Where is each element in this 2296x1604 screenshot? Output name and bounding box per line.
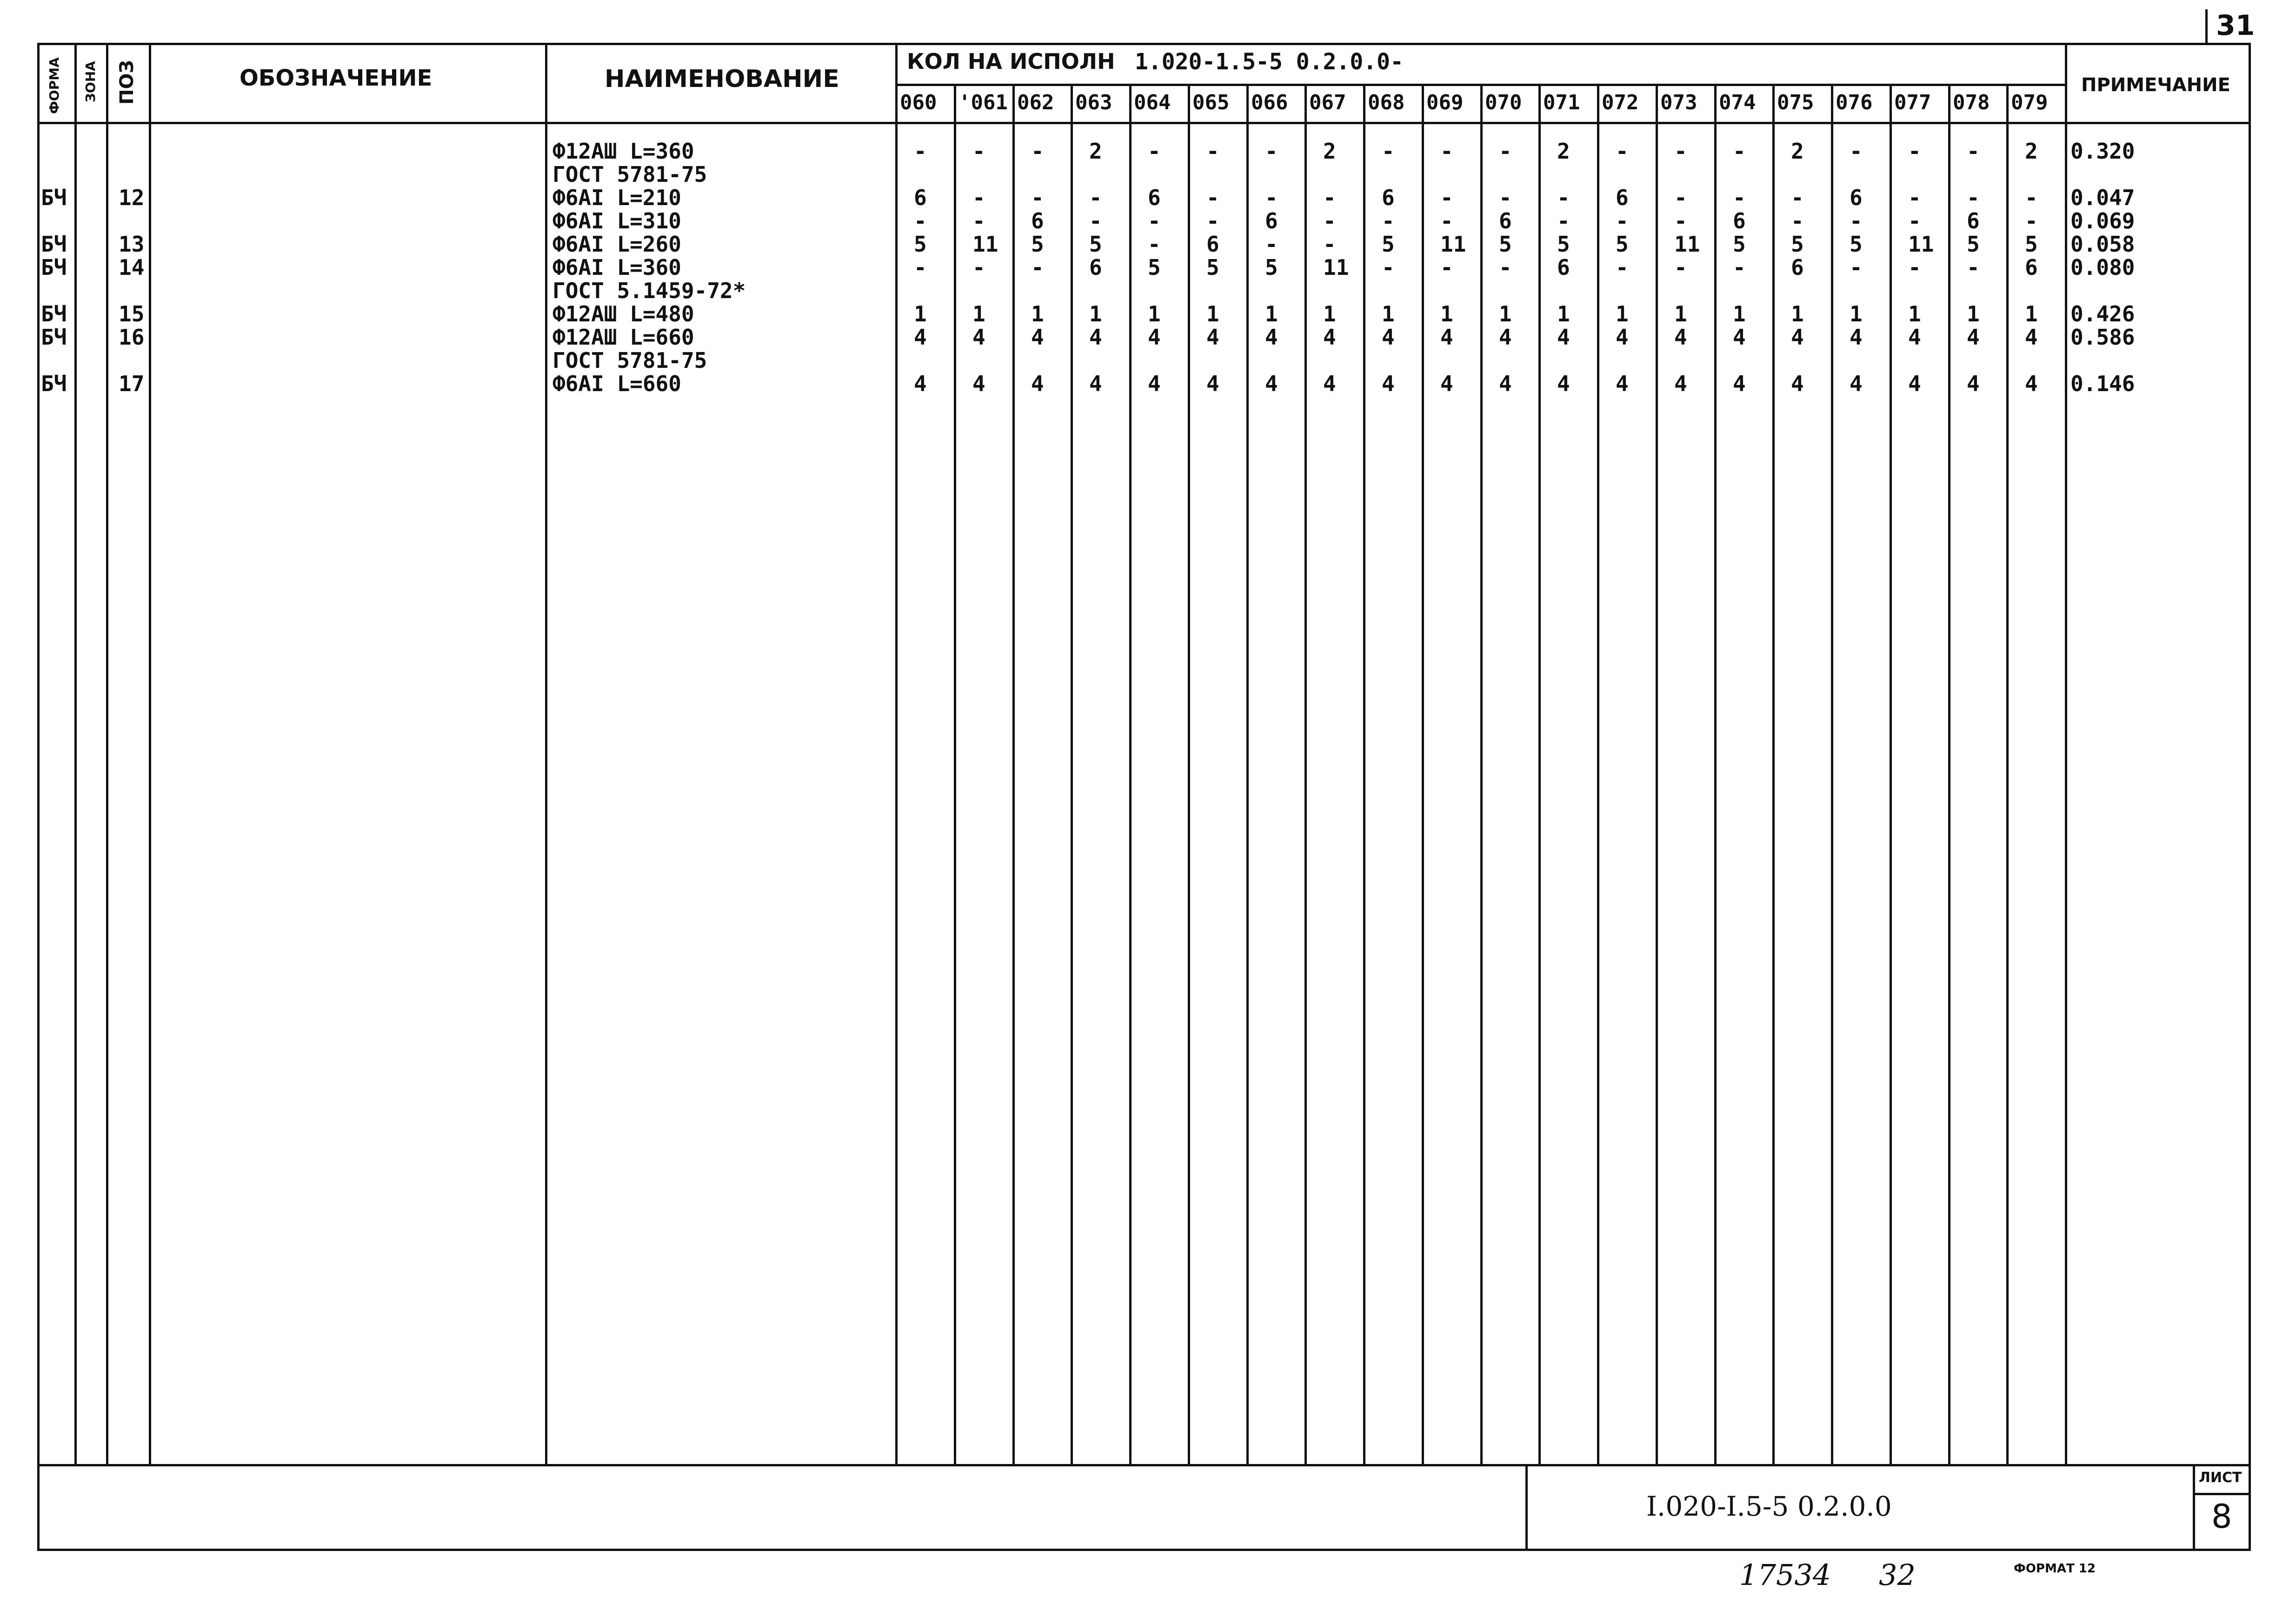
row-value: -	[1791, 185, 1804, 210]
row-name: Ф12АШ L=480	[552, 301, 694, 326]
row-forma: БЧ	[41, 371, 67, 396]
variant-col-line	[1188, 84, 1190, 1465]
row-value: -	[1323, 185, 1336, 210]
variant-header-5: 065	[1192, 91, 1230, 114]
row-value: 4	[1557, 371, 1570, 396]
header-primechanie: ПРИМЕЧАНИЕ	[2081, 74, 2230, 96]
row-value: 5	[1733, 232, 1746, 257]
variant-col-line	[1538, 84, 1541, 1465]
sheet-corner-number: 31	[2216, 9, 2255, 42]
variant-header-17: 077	[1894, 91, 1931, 114]
row-value: -	[1967, 139, 1980, 164]
row-value: 5	[1382, 232, 1395, 257]
row-note: 0.047	[2070, 185, 2135, 210]
footer-format-label: ФОРМАТ 12	[2014, 1562, 2096, 1576]
row-value: -	[1908, 139, 1921, 164]
frame-bottom	[37, 1549, 2251, 1551]
row-value: 4	[1967, 371, 1980, 396]
variant-col-line	[954, 84, 956, 1465]
variant-header-9: 069	[1426, 91, 1464, 114]
row-forma: БЧ	[41, 185, 67, 210]
row-value: -	[1674, 255, 1687, 280]
row-name: Ф12АШ L=360	[552, 139, 694, 164]
title-list-line	[2193, 1493, 2249, 1495]
row-value: 4	[1967, 325, 1980, 350]
header-naimenovanie: НАИМЕНОВАНИЕ	[605, 65, 839, 93]
row-value: -	[1206, 139, 1219, 164]
variant-header-3: 063	[1075, 91, 1112, 114]
row-name: Ф6АI L=360	[552, 255, 681, 280]
row-value: -	[1908, 208, 1921, 233]
variant-header-4: 064	[1134, 91, 1171, 114]
variant-col-line	[2006, 84, 2009, 1465]
variant-header-2: 062	[1017, 91, 1054, 114]
frame-top	[37, 43, 2237, 45]
row-value: -	[914, 255, 927, 280]
row-value: 6	[1206, 232, 1219, 257]
row-value: 6	[1265, 208, 1278, 233]
col-line-naimenovanie	[895, 43, 898, 1466]
row-forma: БЧ	[41, 301, 67, 326]
col-line-oboznachenie	[545, 43, 547, 1466]
row-value: -	[1265, 232, 1278, 257]
col-line-zona	[106, 43, 108, 1466]
row-value: 4	[1148, 325, 1161, 350]
row-value: 4	[1206, 371, 1219, 396]
variant-header-11: 071	[1543, 91, 1580, 114]
row-value: 4	[1499, 371, 1512, 396]
row-value: 4	[1733, 371, 1746, 396]
variant-col-line	[1363, 84, 1365, 1465]
row-value: 4	[1323, 371, 1336, 396]
variant-header-14: 074	[1719, 91, 1756, 114]
row-value: 1	[1382, 301, 1395, 326]
row-value: 4	[1499, 325, 1512, 350]
row-value: -	[1323, 208, 1336, 233]
row-name: ГОСТ 5.1459-72*	[552, 278, 746, 303]
row-value: 6	[1733, 208, 1746, 233]
row-value: 11	[1440, 232, 1466, 257]
row-value: 4	[1440, 371, 1453, 396]
row-value: -	[914, 139, 927, 164]
variant-header-12: 072	[1602, 91, 1639, 114]
row-value: 1	[1265, 301, 1278, 326]
header-forma: ФОРМА	[47, 57, 62, 114]
row-value: -	[1148, 232, 1161, 257]
row-value: -	[1265, 139, 1278, 164]
row-value: 5	[2025, 232, 2038, 257]
frame-left	[37, 43, 40, 1550]
row-value: -	[1089, 208, 1102, 233]
row-name: Ф6АI L=310	[552, 208, 681, 233]
row-value: -	[972, 185, 985, 210]
row-value: 5	[1557, 232, 1570, 257]
row-value: 4	[1089, 325, 1102, 350]
col-line-poz	[149, 43, 151, 1466]
row-value: 1	[1791, 301, 1804, 326]
row-value: 5	[1499, 232, 1512, 257]
row-value: 6	[1557, 255, 1570, 280]
row-value: -	[1850, 208, 1863, 233]
row-value: -	[1908, 185, 1921, 210]
row-value: 11	[1674, 232, 1700, 257]
frame-right	[2249, 43, 2251, 1550]
row-value: 4	[1616, 325, 1629, 350]
row-value: 1	[1440, 301, 1453, 326]
row-value: 4	[1616, 371, 1629, 396]
row-value: -	[1089, 185, 1102, 210]
row-value: 4	[1791, 325, 1804, 350]
variant-col-line	[1714, 84, 1717, 1465]
row-name: Ф6АI L=260	[552, 232, 681, 257]
row-value: 4	[1031, 325, 1044, 350]
row-value: 4	[1265, 325, 1278, 350]
variant-header-15: 075	[1777, 91, 1814, 114]
row-value: 2	[1557, 139, 1570, 164]
variant-header-0: 060	[900, 91, 937, 114]
row-value: 2	[1089, 139, 1102, 164]
row-note: 0.058	[2070, 232, 2135, 257]
row-value: -	[1440, 255, 1453, 280]
row-value: -	[1967, 185, 1980, 210]
row-value: 1	[1499, 301, 1512, 326]
corner-number-divider	[2205, 9, 2208, 44]
row-value: 1	[1557, 301, 1570, 326]
row-value: -	[1616, 208, 1629, 233]
row-value: -	[1557, 208, 1570, 233]
row-value: 1	[1148, 301, 1161, 326]
variant-header-16: 076	[1836, 91, 1873, 114]
row-poz: 14	[119, 255, 145, 280]
row-value: 5	[1850, 232, 1863, 257]
row-value: 5	[1616, 232, 1629, 257]
row-value: 1	[2025, 301, 2038, 326]
row-value: -	[1967, 255, 1980, 280]
row-name: Ф6АI L=210	[552, 185, 681, 210]
row-value: 4	[1089, 371, 1102, 396]
row-value: 6	[1382, 185, 1395, 210]
row-value: 1	[1031, 301, 1044, 326]
row-note: 0.146	[2070, 371, 2135, 396]
row-name: ГОСТ 5781-75	[552, 162, 707, 187]
row-value: -	[1148, 139, 1161, 164]
row-value: -	[1148, 208, 1161, 233]
row-note: 0.080	[2070, 255, 2135, 280]
variant-header-18: 078	[1953, 91, 1990, 114]
row-value: 11	[972, 232, 998, 257]
row-value: 4	[914, 371, 927, 396]
row-value: 1	[1967, 301, 1980, 326]
row-forma: БЧ	[41, 255, 67, 280]
col-line-primechanie	[2065, 43, 2067, 1466]
row-value: 4	[1323, 325, 1336, 350]
variant-header-1: '061	[958, 91, 1008, 114]
row-value: 5	[1148, 255, 1161, 280]
row-value: 4	[1674, 371, 1687, 396]
row-value: -	[1440, 208, 1453, 233]
row-forma: БЧ	[41, 325, 67, 350]
row-value: 4	[2025, 371, 2038, 396]
variant-col-line	[1831, 84, 1833, 1465]
row-value: 5	[914, 232, 927, 257]
row-value: -	[1733, 255, 1746, 280]
row-value: 1	[1908, 301, 1921, 326]
row-value: -	[1733, 139, 1746, 164]
variant-col-line	[1480, 84, 1483, 1465]
variant-col-line	[1012, 84, 1015, 1465]
row-value: -	[1791, 208, 1804, 233]
row-value: -	[1206, 208, 1219, 233]
row-poz: 15	[119, 301, 145, 326]
footer-handwritten-1: 17534	[1739, 1558, 1831, 1592]
row-poz: 12	[119, 185, 145, 210]
row-value: 4	[1265, 371, 1278, 396]
row-value: -	[1031, 255, 1044, 280]
row-value: -	[1382, 255, 1395, 280]
header-zona: ЗОНА	[83, 61, 98, 102]
header-doc-prefix: 1.020-1.5-5 0.2.0.0-	[1135, 49, 1404, 75]
title-designation: I.020-I.5-5 0.2.0.0	[1646, 1491, 1892, 1522]
row-value: -	[1616, 255, 1629, 280]
row-value: 5	[1206, 255, 1219, 280]
row-value: -	[2025, 208, 2038, 233]
row-value: 4	[1908, 325, 1921, 350]
variant-col-line	[1129, 84, 1131, 1465]
row-value: 6	[1148, 185, 1161, 210]
row-value: 6	[1850, 185, 1863, 210]
variant-col-line	[1890, 84, 1892, 1465]
row-note: 0.320	[2070, 139, 2135, 164]
variant-col-line	[1772, 84, 1775, 1465]
variant-col-line	[1656, 84, 1658, 1465]
row-value: -	[1440, 139, 1453, 164]
row-value: 4	[972, 325, 985, 350]
row-note: 0.069	[2070, 208, 2135, 233]
row-value: -	[1674, 185, 1687, 210]
row-value: 11	[1908, 232, 1934, 257]
col-line-forma	[74, 43, 77, 1466]
row-value: 4	[1557, 325, 1570, 350]
row-value: 6	[914, 185, 927, 210]
row-value: 6	[1791, 255, 1804, 280]
row-value: 2	[1791, 139, 1804, 164]
row-value: 5	[1967, 232, 1980, 257]
variant-header-7: 067	[1309, 91, 1346, 114]
variant-col-line	[1071, 84, 1073, 1465]
variant-header-10: 070	[1485, 91, 1522, 114]
title-list-divider	[2193, 1464, 2195, 1550]
row-value: 6	[1616, 185, 1629, 210]
row-value: 4	[1206, 325, 1219, 350]
variant-header-13: 073	[1660, 91, 1697, 114]
row-value: -	[1382, 208, 1395, 233]
header-kol-na-ispoln: КОЛ НА ИСПОЛН	[907, 49, 1115, 74]
variant-col-line	[1597, 84, 1599, 1465]
row-value: 4	[972, 371, 985, 396]
row-value: -	[1557, 185, 1570, 210]
header-oboznachenie: ОБОЗНАЧЕНИЕ	[240, 65, 433, 91]
row-value: 11	[1323, 255, 1349, 280]
row-value: 1	[1089, 301, 1102, 326]
row-value: 1	[1616, 301, 1629, 326]
row-value: 5	[1791, 232, 1804, 257]
row-value: 4	[1791, 371, 1804, 396]
row-value: -	[1440, 185, 1453, 210]
row-value: 4	[1382, 371, 1395, 396]
row-value: -	[1206, 185, 1219, 210]
row-name: Ф6АI L=660	[552, 371, 681, 396]
row-name: ГОСТ 5781-75	[552, 348, 707, 373]
row-value: 4	[1382, 325, 1395, 350]
row-value: 1	[1323, 301, 1336, 326]
header-bottom-line	[37, 122, 2249, 124]
row-poz: 17	[119, 371, 145, 396]
title-block-top-line	[37, 1464, 2249, 1466]
row-value: -	[1265, 185, 1278, 210]
row-value: 5	[1089, 232, 1102, 257]
row-value: 4	[1031, 371, 1044, 396]
row-value: 1	[914, 301, 927, 326]
row-value: 4	[1440, 325, 1453, 350]
row-value: -	[914, 208, 927, 233]
row-forma: БЧ	[41, 232, 67, 257]
row-value: 1	[1850, 301, 1863, 326]
variant-header-8: 068	[1368, 91, 1405, 114]
variant-col-line	[1422, 84, 1424, 1465]
row-poz: 16	[119, 325, 145, 350]
row-note: 0.586	[2070, 325, 2135, 350]
row-value: -	[1908, 255, 1921, 280]
row-name: Ф12АШ L=660	[552, 325, 694, 350]
row-value: -	[1499, 185, 1512, 210]
row-value: -	[1850, 139, 1863, 164]
row-value: 2	[1323, 139, 1336, 164]
row-value: -	[1499, 139, 1512, 164]
row-value: -	[972, 139, 985, 164]
row-value: -	[1499, 255, 1512, 280]
title-list-number: 8	[2211, 1498, 2232, 1536]
title-list-label: ЛИСТ	[2199, 1470, 2242, 1486]
row-value: 6	[2025, 255, 2038, 280]
row-value: -	[1323, 232, 1336, 257]
variant-header-6: 066	[1251, 91, 1288, 114]
row-value: 5	[1265, 255, 1278, 280]
row-value: 2	[2025, 139, 2038, 164]
row-value: 4	[1733, 325, 1746, 350]
row-value: -	[1031, 139, 1044, 164]
row-value: -	[1850, 255, 1863, 280]
variant-col-line	[1246, 84, 1249, 1465]
row-value: 5	[1031, 232, 1044, 257]
row-value: -	[2025, 185, 2038, 210]
row-value: -	[1674, 139, 1687, 164]
row-value: -	[1674, 208, 1687, 233]
row-value: 4	[2025, 325, 2038, 350]
row-value: 6	[1499, 208, 1512, 233]
row-value: 4	[1850, 325, 1863, 350]
row-value: 1	[972, 301, 985, 326]
row-value: -	[1031, 185, 1044, 210]
corner-tab-top	[2202, 43, 2249, 45]
row-value: 1	[1206, 301, 1219, 326]
row-value: 6	[1967, 208, 1980, 233]
row-value: 4	[1148, 371, 1161, 396]
row-note: 0.426	[2070, 301, 2135, 326]
header-poz: ПОЗ	[116, 60, 138, 105]
row-value: -	[1382, 139, 1395, 164]
footer-handwritten-2: 32	[1879, 1558, 1916, 1592]
row-value: 4	[1850, 371, 1863, 396]
row-poz: 13	[119, 232, 145, 257]
row-value: 1	[1733, 301, 1746, 326]
variant-col-line	[1304, 84, 1307, 1465]
title-block-divider	[1525, 1464, 1528, 1550]
row-value: 6	[1031, 208, 1044, 233]
variant-header-19: 079	[2011, 91, 2048, 114]
row-value: -	[1616, 139, 1629, 164]
row-value: 4	[1674, 325, 1687, 350]
variant-col-line	[1948, 84, 1950, 1465]
row-value: -	[972, 208, 985, 233]
row-value: 6	[1089, 255, 1102, 280]
row-value: 4	[1908, 371, 1921, 396]
row-value: -	[972, 255, 985, 280]
row-value: 4	[914, 325, 927, 350]
row-value: 1	[1674, 301, 1687, 326]
row-value: -	[1733, 185, 1746, 210]
